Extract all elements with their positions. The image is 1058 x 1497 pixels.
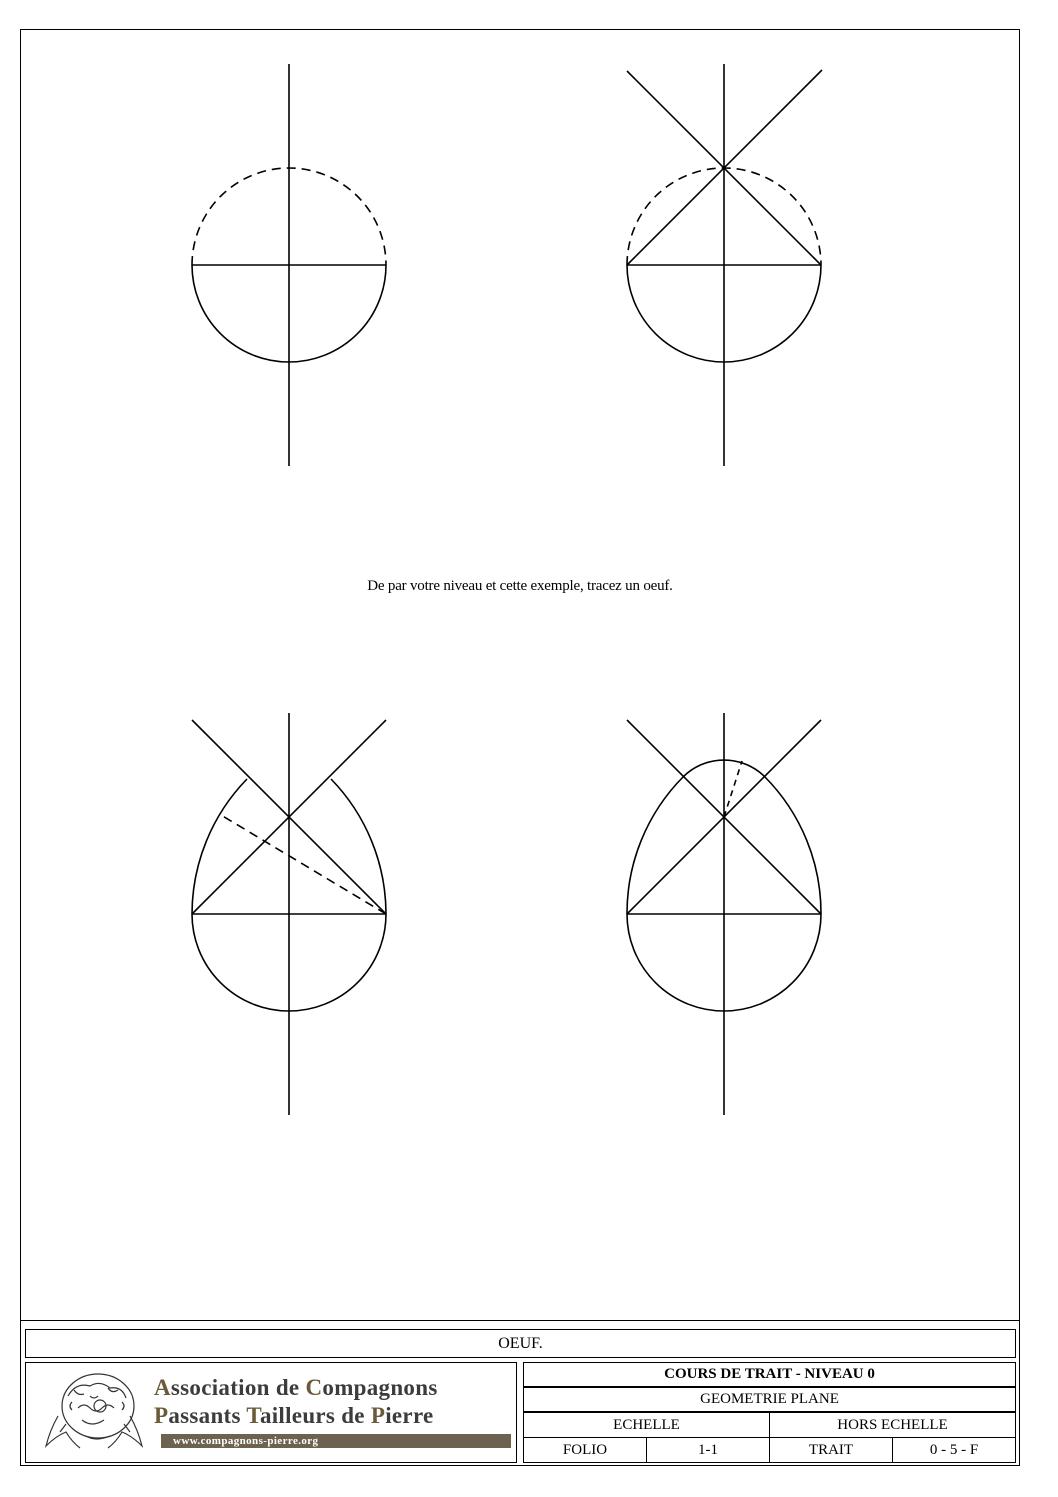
instruction-text: De par votre niveau et cette exemple, tracez un oeuf. [367,578,673,594]
right-side-arc [765,777,821,914]
scale-label: ECHELLE [523,1412,770,1438]
trait-label: TRAIT [769,1437,893,1463]
folio-label: FOLIO [523,1437,647,1463]
logo-title-line-2: Passants Tailleurs de Pierre [154,1403,434,1428]
trait-value: 0 - 5 - F [892,1437,1016,1463]
course-title: COURS DE TRAIT - NIVEAU 0 [523,1362,1016,1387]
title-block [20,1320,1020,1466]
figure-step-1 [192,64,386,466]
subject-title: GEOMETRIE PLANE [523,1387,1016,1412]
radius-dashed [221,815,386,914]
scale-value: HORS ECHELLE [769,1412,1016,1438]
logo-title-line-1: Association de Compagnons [154,1375,438,1400]
stone-head-emblem-icon [38,1366,150,1462]
figure-step-4 [627,713,821,1115]
drawing-name: OEUF. [25,1329,1016,1358]
logo-website-url: www.compagnons-pierre.org [161,1434,511,1448]
figure-step-2 [627,64,822,466]
right-side-arc [331,779,386,914]
figure-step-3 [192,713,386,1115]
left-side-arc [192,779,247,914]
folio-value: 1-1 [646,1437,770,1463]
left-side-arc [627,777,683,914]
association-logo [25,1362,517,1463]
